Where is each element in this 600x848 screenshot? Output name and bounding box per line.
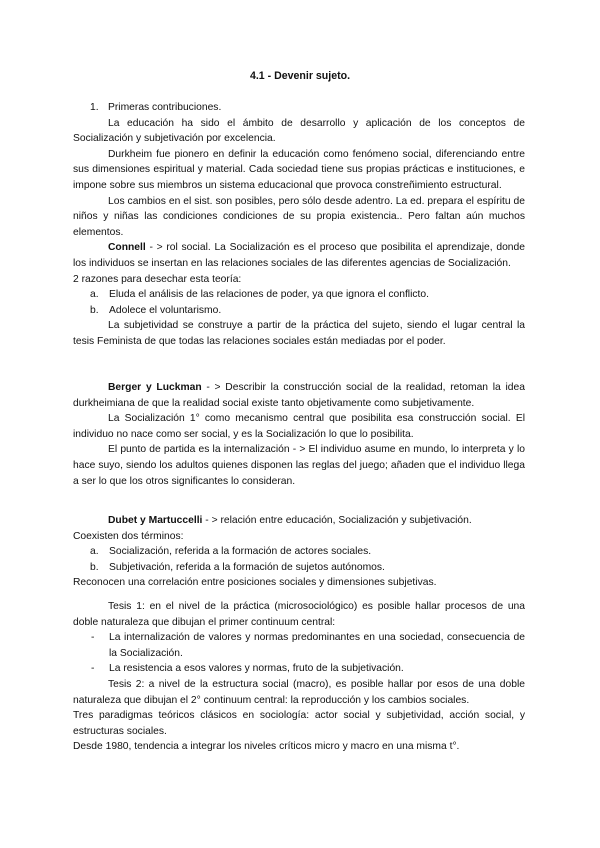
reasons-intro: 2 razones para desechar esta teoría: [73,273,242,285]
author-name: Connell [108,242,146,254]
list-item: - La resistencia a esos valores y normas, fruto de la subjetivación. [91,663,404,675]
section-number: 1. [90,102,99,113]
section-primeras-contribuciones [73,100,525,350]
list-item: - La internalización de valores y normas predominantes en una sociedad, consecuencia de la Socialización. [91,632,525,659]
paragraph-tesis-1: Tesis 1: en el nivel de la práctica (microsociológico) es posible hallar procesos de una doble naturaleza que dibujan el primer continuum central: [73,601,525,628]
paragraph-dubet: Dubet y Martuccelli - > relación entre educación, Socialización y subjetivación. [108,515,472,526]
list-item: b. Adolece el voluntarismo. [90,304,222,316]
paragraph: Durkheim fue pionero en definir la educación como fenómeno social, diferenciando entre sus dimensiones espiritual y material. Cada sociedad tiene sus propias prácticas e instituciones, e impone sobre sus miembros un sistema educacional que provoca constreñimiento estructural. [73,148,525,191]
paragraph: Los cambios en el sist. son posibles, pero sólo desde adentro. La ed. prepara el espíritu de niños y niñas las condiciones condiciones de su propia existencia.. Pero faltan aún muchos elementos. [73,195,525,238]
paragraph: La Socialización 1° como mecanismo central que posibilita esa construcción social. El individuo no nace como ser social, y es la Socialización lo que lo posibilita. [73,413,525,440]
paragraph-connell: Connell - > rol social. La Socialización es el proceso que posibilita el aprendizaje, donde los individuos se insertan en las relaciones sociales de las diferentes agencias de Socialización. [73,242,525,269]
author-name: Berger y Luckman [108,382,202,393]
list-item: a. Socialización, referida a la formación de actores sociales. [90,546,372,558]
section-tesis [73,599,525,755]
list-item: b. Subjetivación, referida a la formación de sujetos autónomos. [90,561,385,573]
paragraph: La educación ha sido el ámbito de desarrollo y aplicación de los conceptos de Socialización y subjetivación por excelencia. [73,117,525,145]
paragraph-tesis-2: Tesis 2: a nivel de la estructura social (macro), es posible hallar por esos de una doble naturaleza que dibujan el 2° continuum central: la reproducción y los cambios sociales. [73,678,525,706]
list-item: a. Eluda el análisis de las relaciones de poder, ya que ignora el conflicto. [90,289,429,301]
paragraph-berger: Berger y Luckman - > Describir la construcción social de la realidad, retoman la idea durkheimiana de que la realidad social existe tanto objetivamente como subjetivamente. [73,382,525,409]
section-heading: 1. Primeras contribuciones. [73,100,525,116]
paragraph: El punto de partida es la internalización - > El individuo asume en mundo, lo interpreta y lo hace suyo, siendo los adultos quienes disponen las reglas del juego; añaden que el individuo llega a ser lo que los otros significantes lo consideran. [73,444,525,487]
page-title: 4.1 - Devenir sujeto. [249,70,351,82]
paragraph: Reconocen una correlación entre posiciones sociales y dimensiones subjetivas. [73,577,437,589]
terms-intro: Coexisten dos términos: [73,530,184,542]
paragraph: Tres paradigmas teóricos clásicos en sociología: actor social y subjetividad, acción social, y estructuras sociales. [73,710,525,737]
section-dubet-martuccelli [73,513,525,591]
paragraph: La subjetividad se construye a partir de la práctica del sujeto, siendo el lugar central la tesis Feminista de que todas las relaciones sociales están mediadas por el poder. [73,320,525,347]
author-name: Dubet y Martuccelli [108,515,203,526]
section-berger-luckman [73,380,525,489]
paragraph: Desde 1980, tendencia a integrar los niveles críticos micro y macro en una misma t°. [73,741,460,753]
